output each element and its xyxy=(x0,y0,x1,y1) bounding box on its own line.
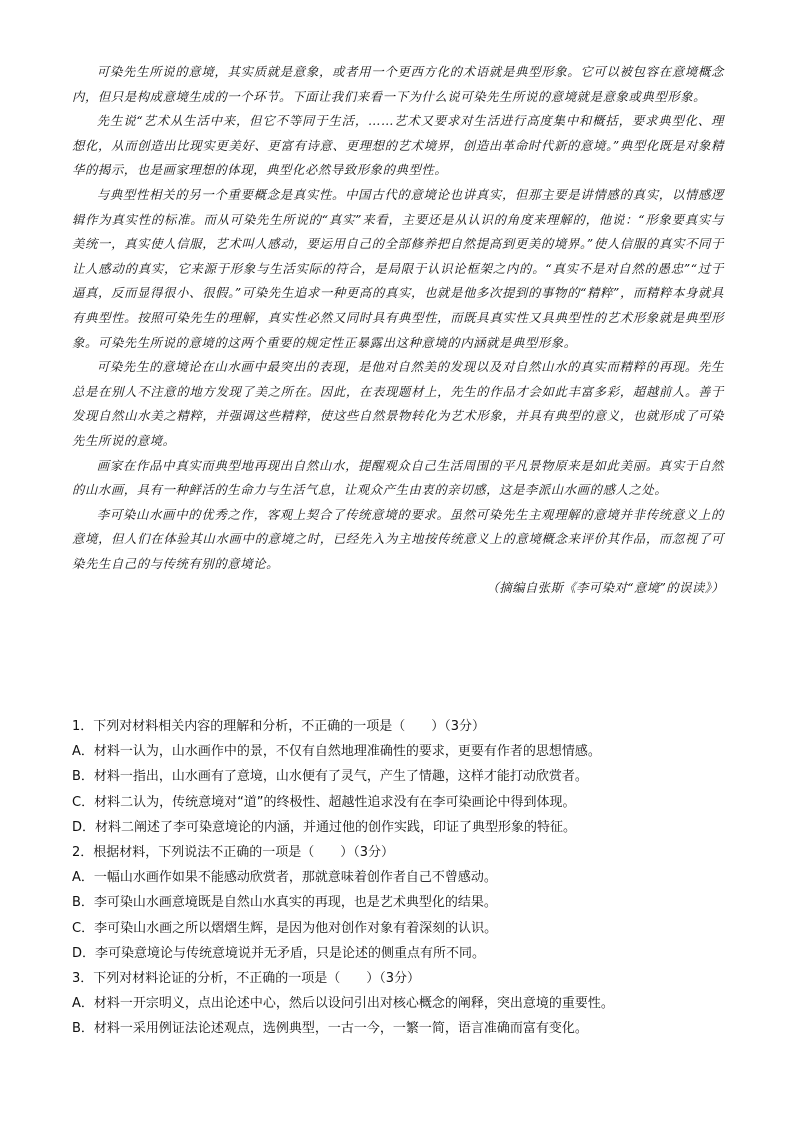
answer-option: B．材料一采用例证法论述观点，选例典型，一古一今，一繁一简，语言准确而富有变化。 xyxy=(72,1021,588,1037)
answer-option: D．材料二阐述了李可染意境论的内涵，并通过他的创作实践，印证了典型形象的特征。 xyxy=(72,819,577,835)
answer-option: A．材料一认为，山水画作中的景，不仅有自然地理准确性的要求，更要有作者的思想情感。 xyxy=(72,744,601,760)
question-stem: 1．下列对材料相关内容的理解和分析，不正确的一项是（ ）（3分） xyxy=(72,719,486,734)
material-paragraph: 与典型性相关的另一个重要概念是真实性。中国古代的意境论也讲真实，但那主要是讲情感的真实，以情感逻辑作为真实性的标准。而从可染先生所说的“真实”来看，主要还是从认识的角度来理解的，他说：“形象要真实与美统一，真实使人信服，艺术叫人感动，要运用自己的全部修养把自然提高到更美的境界。”使人信服的真实不同于让人感动的真实，它来源于形象与生活实际的符合，是局限于认识论框架之内的。“真实不是对自然的愚忠”“过于逼真，反而显得很小、很假。”可染先生追求一种更高的真实，也就是他多次提到的事物的“精粹”，而精粹本身就具有典型性。按照可染先生的理解，真实性必然又同时具有典型性，而既具真实性又具典型性的艺术形象就是典型形象。可染先生所说的意境的这两个重要的规定性正暴露出这种意境的内涵就是典型形象。 xyxy=(72,186,724,350)
question-section xyxy=(72,714,724,1042)
material-paragraph: 可染先生所说的意境，其实质就是意象，或者用一个更西方化的术语就是典型形象。它可以被包容在意境概念内，但只是构成意境生成的一个环节。下面让我们来看一下为什么说可染先生所说的意境就是意象或典型形象。 xyxy=(72,64,724,104)
material-paragraph: 先生说“艺术从生活中来，但它不等同于生活，……艺术又要求对生活进行高度集中和概括，要求典型化、理想化，从而创造出比现实更美好、更富有诗意、更理想的艺术境界，创造出革命时代新的意境。”典型化既是对象精华的揭示，也是画家理想的体现，典型化必然导致形象的典型性。 xyxy=(72,113,724,178)
material-paragraph: 画家在作品中真实而典型地再现出自然山水，提醒观众自己生活周围的平凡景物原来是如此美丽。真实于自然的山水画，具有一种鲜活的生命力与生活气息，让观众产生由衷的亲切感，这是李派山水画的感人之处。 xyxy=(72,457,724,498)
answer-option: C．材料二认为，传统意境对“道”的终极性、超越性追求没有在李可染画论中得到体现。 xyxy=(72,794,576,810)
question-stem: 3．下列对材料论证的分析，不正确的一项是（ ）（3分） xyxy=(72,971,421,987)
answer-option: C．李可染山水画之所以熠熠生辉，是因为他对创作对象有着深刻的认识。 xyxy=(72,920,498,936)
reading-material xyxy=(72,60,724,601)
answer-option: A．一幅山水画作如果不能感动欣赏者，那就意味着创作者自己不曾感动。 xyxy=(72,870,497,886)
answer-option: D．李可染意境论与传统意境说并无矛盾，只是论述的侧重点有所不同。 xyxy=(72,945,486,961)
answer-option: A．材料一开宗明义，点出论述中心，然后以设问引出对核心概念的阐释，突出意境的重要性。 xyxy=(72,996,614,1012)
answer-option: B．李可染山水画意境既是自然山水真实的再现，也是艺术典型化的结果。 xyxy=(72,895,497,911)
answer-option: B．材料一指出，山水画有了意境，山水便有了灵气，产生了情趣，这样才能打动欣赏者。 xyxy=(72,769,588,785)
source-citation: （摘编自张斯《李可染对“意境”的误读》） xyxy=(486,580,724,596)
question-stem: 2．根据材料，下列说法不正确的一项是（ ）（3分） xyxy=(72,845,395,861)
material-paragraph: 李可染山水画中的优秀之作，客观上契合了传统意境的要求。虽然可染先生主观理解的意境并非传统意义上的意境，但人们在体验其山水画中的意境之时，已经先入为主地按传统意义上的意境概念来评价其作品，而忽视了可染先生自己的与传统有别的意境论。 xyxy=(72,506,724,571)
material-paragraph: 可染先生的意境论在山水画中最突出的表现，是他对自然美的发现以及对自然山水的真实而精粹的再现。先生总是在别人不注意的地方发现了美之所在。因此，在表现题材上，先生的作品才会如此丰富多彩，超越前人。善于发现自然山水美之精粹，并强调这些精粹，使这些自然景物转化为艺术形象，并具有典型的意义，也就形成了可染先生所说的意境。 xyxy=(72,359,724,448)
